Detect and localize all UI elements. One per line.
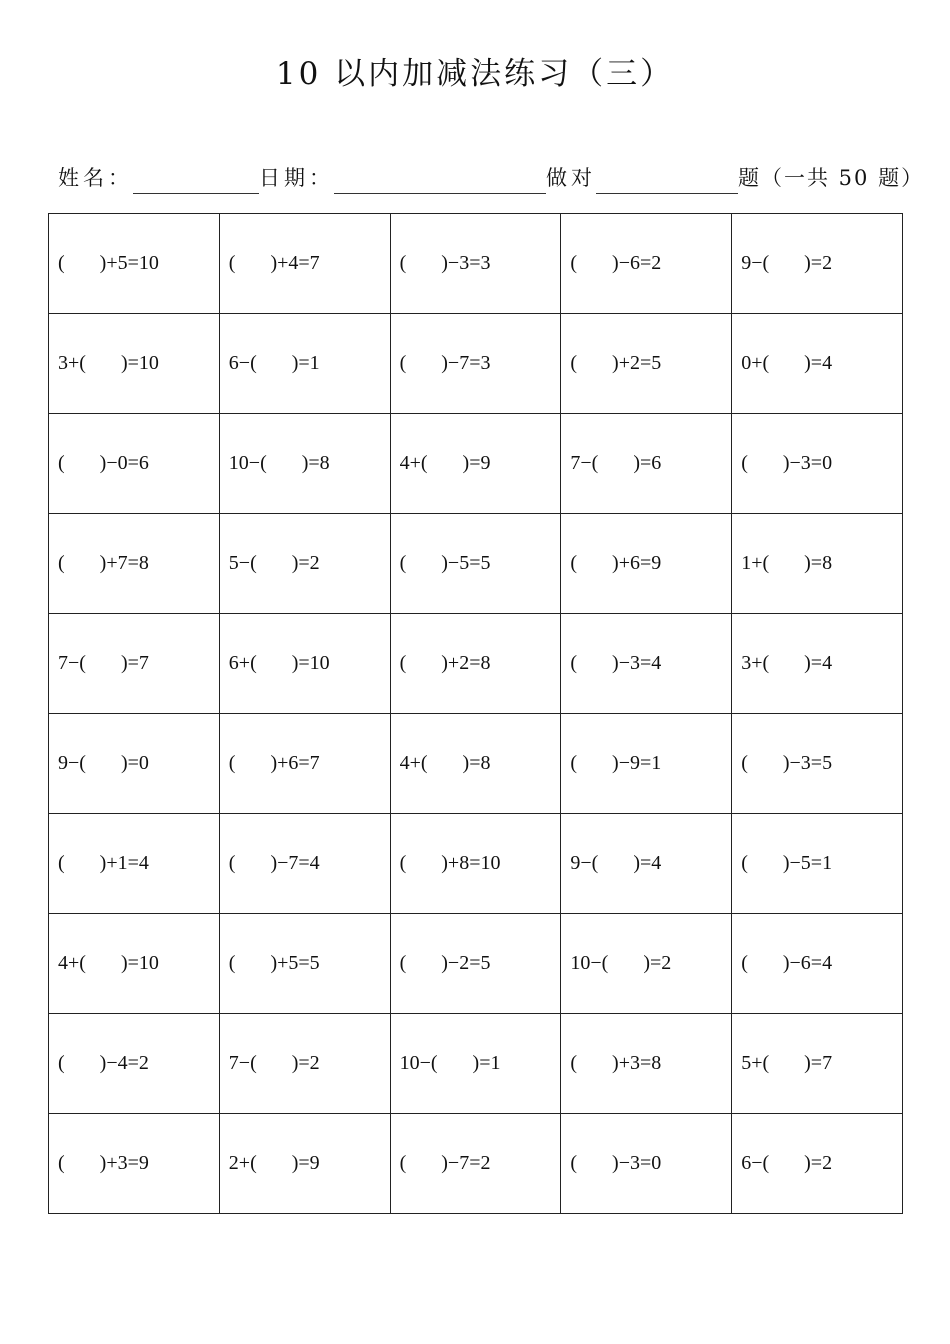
- problem-cell[interactable]: 10−( )=8: [219, 414, 390, 514]
- problem-cell[interactable]: 9−( )=0: [49, 714, 220, 814]
- problem-cell[interactable]: ( )+4=7: [219, 214, 390, 314]
- problem-row: [49, 714, 903, 814]
- date-blank[interactable]: [334, 165, 546, 194]
- problem-cell[interactable]: ( )+1=4: [49, 814, 220, 914]
- problem-cell[interactable]: 10−( )=2: [561, 914, 732, 1014]
- problem-cell[interactable]: ( )−0=6: [49, 414, 220, 514]
- problem-row: [49, 214, 903, 314]
- problem-cell[interactable]: ( )−4=2: [49, 1014, 220, 1114]
- problem-cell[interactable]: ( )−7=4: [219, 814, 390, 914]
- problem-cell[interactable]: ( )+2=8: [390, 614, 561, 714]
- problem-cell[interactable]: 10−( )=1: [390, 1014, 561, 1114]
- problem-cell[interactable]: ( )+3=8: [561, 1014, 732, 1114]
- problem-cell[interactable]: 7−( )=2: [219, 1014, 390, 1114]
- problem-cell[interactable]: ( )−7=2: [390, 1114, 561, 1214]
- problem-cell[interactable]: 2+( )=9: [219, 1114, 390, 1214]
- problem-cell[interactable]: 6+( )=10: [219, 614, 390, 714]
- problem-row: [49, 1114, 903, 1214]
- problem-cell[interactable]: 7−( )=7: [49, 614, 220, 714]
- problem-cell[interactable]: ( )−3=5: [732, 714, 903, 814]
- problem-cell[interactable]: ( )−3=0: [561, 1114, 732, 1214]
- problem-cell[interactable]: ( )−6=2: [561, 214, 732, 314]
- problem-cell[interactable]: 9−( )=2: [732, 214, 903, 314]
- problem-cell[interactable]: 0+( )=4: [732, 314, 903, 414]
- problem-cell[interactable]: ( )−6=4: [732, 914, 903, 1014]
- student-info-row: [58, 162, 924, 192]
- problem-cell[interactable]: ( )−2=5: [390, 914, 561, 1014]
- problem-cell[interactable]: 4+( )=9: [390, 414, 561, 514]
- problem-cell[interactable]: 6−( )=2: [732, 1114, 903, 1214]
- problem-cell[interactable]: 5+( )=7: [732, 1014, 903, 1114]
- problem-row: [49, 414, 903, 514]
- problem-cell[interactable]: ( )+6=7: [219, 714, 390, 814]
- problem-cell[interactable]: ( )−5=5: [390, 514, 561, 614]
- problem-cell[interactable]: 7−( )=6: [561, 414, 732, 514]
- problem-cell[interactable]: 1+( )=8: [732, 514, 903, 614]
- problem-row: [49, 1014, 903, 1114]
- problem-row: [49, 914, 903, 1014]
- problem-cell[interactable]: ( )−3=4: [561, 614, 732, 714]
- problem-cell[interactable]: 5−( )=2: [219, 514, 390, 614]
- problem-cell[interactable]: ( )+3=9: [49, 1114, 220, 1214]
- problem-cell[interactable]: ( )+8=10: [390, 814, 561, 914]
- problem-row: [49, 814, 903, 914]
- problem-row: [49, 514, 903, 614]
- problem-cell[interactable]: ( )−7=3: [390, 314, 561, 414]
- problem-cell[interactable]: ( )+5=5: [219, 914, 390, 1014]
- problem-cell[interactable]: ( )−3=3: [390, 214, 561, 314]
- problem-cell[interactable]: 4+( )=10: [49, 914, 220, 1014]
- problem-grid: [48, 213, 903, 1214]
- problem-cell[interactable]: ( )+7=8: [49, 514, 220, 614]
- date-label: 日期：: [259, 166, 334, 190]
- problem-cell[interactable]: ( )−3=0: [732, 414, 903, 514]
- problem-cell[interactable]: ( )+6=9: [561, 514, 732, 614]
- problem-cell[interactable]: 3+( )=10: [49, 314, 220, 414]
- problem-row: [49, 614, 903, 714]
- problem-cell[interactable]: ( )+2=5: [561, 314, 732, 414]
- problem-cell[interactable]: 9−( )=4: [561, 814, 732, 914]
- total-count-text: 题（一共 50 题）: [738, 166, 925, 190]
- problem-row: [49, 314, 903, 414]
- correct-count-blank[interactable]: [596, 165, 738, 194]
- problem-cell[interactable]: ( )−5=1: [732, 814, 903, 914]
- problem-cell[interactable]: 4+( )=8: [390, 714, 561, 814]
- problem-cell[interactable]: ( )+5=10: [49, 214, 220, 314]
- problem-cell[interactable]: ( )−9=1: [561, 714, 732, 814]
- name-label: 姓名：: [58, 166, 133, 190]
- problem-cell[interactable]: 6−( )=1: [219, 314, 390, 414]
- problem-cell[interactable]: 3+( )=4: [732, 614, 903, 714]
- name-blank[interactable]: [133, 165, 259, 194]
- correct-label: 做对: [546, 166, 596, 190]
- page-title: 10 以内加减法练习（三）: [275, 56, 675, 92]
